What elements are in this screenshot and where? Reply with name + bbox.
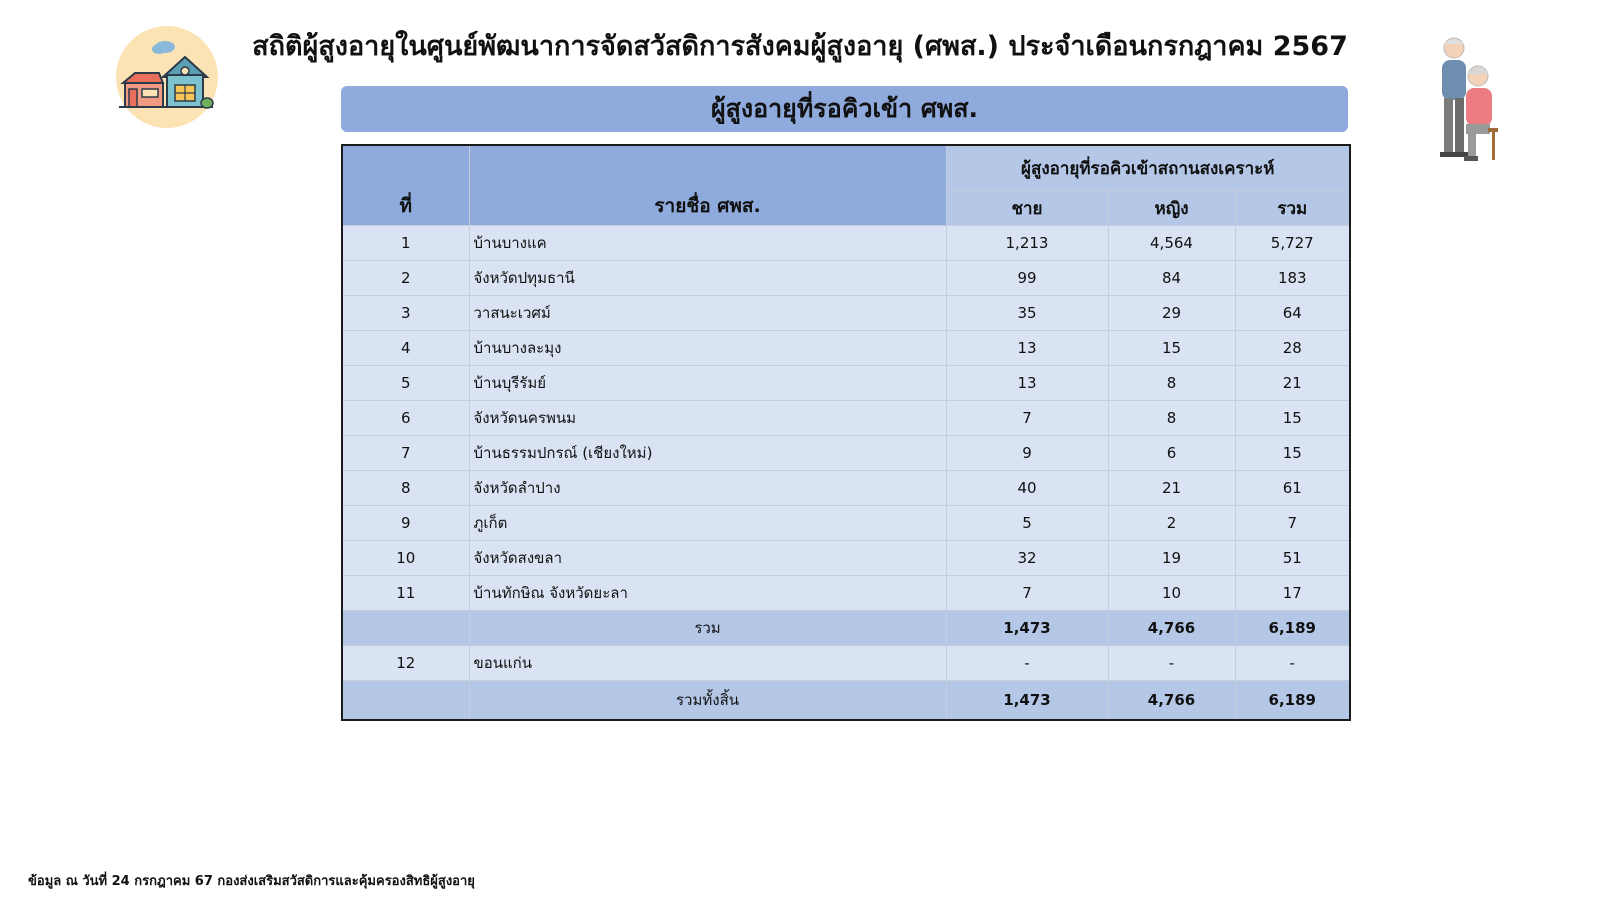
table-row	[342, 366, 1350, 401]
cell-total: 17	[1235, 576, 1350, 611]
cell-female: -	[1108, 646, 1235, 681]
cell-no: 8	[342, 471, 469, 506]
cell-empty	[342, 611, 469, 646]
cell-male: 7	[946, 401, 1108, 436]
cell-female: 8	[1108, 366, 1235, 401]
cell-name: บ้านธรรมปกรณ์ (เชียงใหม่)	[469, 436, 946, 471]
cell-no: 6	[342, 401, 469, 436]
cell-female: 8	[1108, 401, 1235, 436]
column-header-female: หญิง	[1108, 191, 1235, 226]
cell-total: 21	[1235, 366, 1350, 401]
data-source-footer: ข้อมูล ณ วันที่ 24 กรกฎาคม 67 กองส่งเสริมสวัสดิการและคุ้มครองสิทธิผู้สูงอายุ	[28, 874, 475, 889]
cell-name: บ้านบางละมุง	[469, 331, 946, 366]
cell-total: 183	[1235, 261, 1350, 296]
table-row	[342, 226, 1350, 261]
cell-name: บ้านทักษิณ จังหวัดยะลา	[469, 576, 946, 611]
column-header-total: รวม	[1235, 191, 1350, 226]
grand-total-label: รวมทั้งสิ้น	[469, 681, 946, 721]
cell-no: 10	[342, 541, 469, 576]
cell-name: วาสนะเวศม์	[469, 296, 946, 331]
cell-male: 35	[946, 296, 1108, 331]
cell-total: 15	[1235, 436, 1350, 471]
cell-no: 12	[342, 646, 469, 681]
cell-female: 84	[1108, 261, 1235, 296]
cell-total: 61	[1235, 471, 1350, 506]
subtotal-label: รวม	[469, 611, 946, 646]
table-row	[342, 506, 1350, 541]
cell-male: 7	[946, 576, 1108, 611]
cell-total: 64	[1235, 296, 1350, 331]
cell-female: 6	[1108, 436, 1235, 471]
cell-total: 7	[1235, 506, 1350, 541]
column-group-header: ผู้สูงอายุที่รอคิวเข้าสถานสงเคราะห์	[946, 145, 1350, 191]
cell-total: 15	[1235, 401, 1350, 436]
table-row	[342, 331, 1350, 366]
cell-name: จังหวัดนครพนม	[469, 401, 946, 436]
house-icon	[115, 25, 219, 129]
cell-name: จังหวัดปทุมธานี	[469, 261, 946, 296]
table-row	[342, 436, 1350, 471]
cell-male: 5	[946, 506, 1108, 541]
table-row	[342, 296, 1350, 331]
column-header-name: รายชื่อ ศพส.	[469, 145, 946, 226]
cell-female: 19	[1108, 541, 1235, 576]
cell-name: ขอนแก่น	[469, 646, 946, 681]
cell-total: -	[1235, 646, 1350, 681]
table-row	[342, 471, 1350, 506]
grand-total-female: 4,766	[1108, 681, 1235, 721]
table-banner: ผู้สูงอายุที่รอคิวเข้า ศพส.	[341, 86, 1348, 132]
cell-name: ภูเก็ต	[469, 506, 946, 541]
cell-no: 3	[342, 296, 469, 331]
table-row	[342, 261, 1350, 296]
cell-female: 21	[1108, 471, 1235, 506]
elderly-couple-icon	[1430, 36, 1502, 170]
cell-no: 11	[342, 576, 469, 611]
cell-empty	[342, 681, 469, 721]
cell-no: 4	[342, 331, 469, 366]
cell-no: 9	[342, 506, 469, 541]
cell-total: 5,727	[1235, 226, 1350, 261]
subtotal-male: 1,473	[946, 611, 1108, 646]
cell-total: 51	[1235, 541, 1350, 576]
grand-total-male: 1,473	[946, 681, 1108, 721]
column-header-no: ที่	[342, 145, 469, 226]
grand-total-total: 6,189	[1235, 681, 1350, 721]
cell-male: 99	[946, 261, 1108, 296]
cell-female: 4,564	[1108, 226, 1235, 261]
table-row	[342, 576, 1350, 611]
table-row	[342, 401, 1350, 436]
cell-female: 29	[1108, 296, 1235, 331]
subtotal-female: 4,766	[1108, 611, 1235, 646]
cell-male: 13	[946, 331, 1108, 366]
cell-male: -	[946, 646, 1108, 681]
cell-female: 15	[1108, 331, 1235, 366]
table-row	[342, 541, 1350, 576]
cell-no: 2	[342, 261, 469, 296]
cell-male: 32	[946, 541, 1108, 576]
cell-total: 28	[1235, 331, 1350, 366]
cell-name: บ้านบางแค	[469, 226, 946, 261]
waiting-list-table	[341, 144, 1351, 721]
column-header-male: ชาย	[946, 191, 1108, 226]
page-title: สถิติผู้สูงอายุในศูนย์พัฒนาการจัดสวัสดิการสังคมผู้สูงอายุ (ศพส.) ประจำเดือนกรกฎาคม 2567	[252, 31, 1348, 62]
cell-female: 10	[1108, 576, 1235, 611]
cell-male: 9	[946, 436, 1108, 471]
cell-no: 7	[342, 436, 469, 471]
subtotal-total: 6,189	[1235, 611, 1350, 646]
cell-female: 2	[1108, 506, 1235, 541]
cell-no: 1	[342, 226, 469, 261]
table-body	[342, 226, 1350, 721]
cell-name: จังหวัดลำปาง	[469, 471, 946, 506]
subtotal-row	[342, 611, 1350, 646]
cell-no: 5	[342, 366, 469, 401]
cell-name: บ้านบุรีรัมย์	[469, 366, 946, 401]
cell-name: จังหวัดสงขลา	[469, 541, 946, 576]
table-row	[342, 646, 1350, 681]
cell-male: 1,213	[946, 226, 1108, 261]
cell-male: 13	[946, 366, 1108, 401]
grand-total-row	[342, 681, 1350, 721]
cell-male: 40	[946, 471, 1108, 506]
